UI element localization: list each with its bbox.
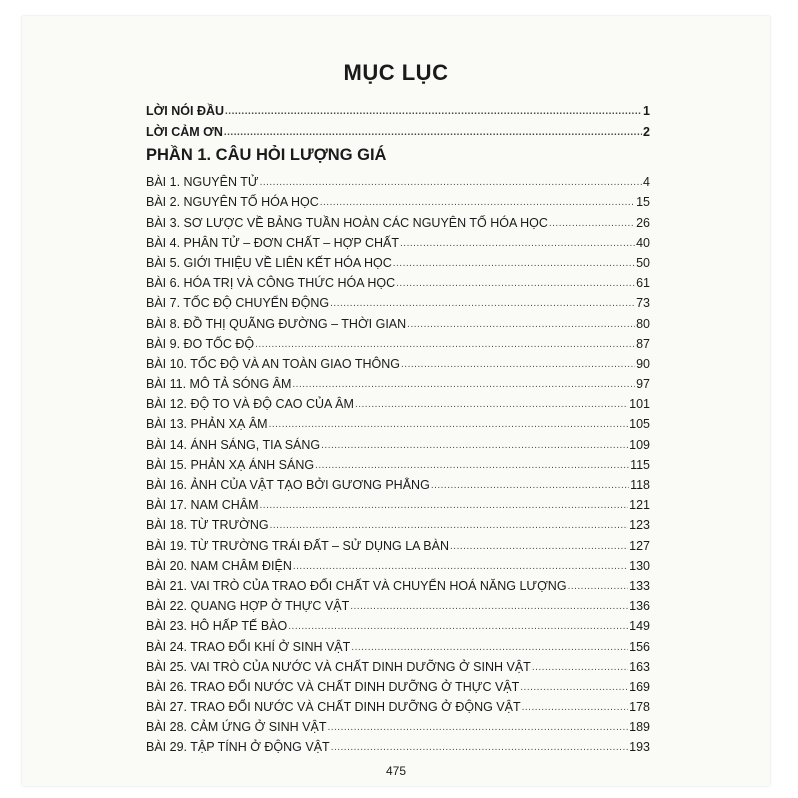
toc-entry (146, 532, 650, 552)
toc-entry (146, 331, 650, 351)
toc-entry (146, 270, 650, 290)
entry-title: BÀI 27. TRAO ĐỔI NƯỚC VÀ CHẤT DINH DƯỠNG Ở ĐỘNG VẬT (146, 700, 521, 715)
toc-entry (146, 391, 650, 411)
entry-title: LỜI NÓI ĐẦU (146, 103, 225, 118)
entry-page-number: 115 (630, 457, 650, 472)
dot-leader (522, 702, 629, 714)
entry-page-number: 87 (636, 336, 650, 351)
toc-entry (146, 452, 650, 472)
entry-page-number: 130 (629, 558, 650, 573)
dot-leader (568, 581, 629, 593)
dot-leader (292, 379, 635, 391)
toc-entry (146, 189, 650, 209)
entry-title: BÀI 16. ẢNH CỦA VẬT TẠO BỞI GƯƠNG PHẲNG (146, 478, 430, 492)
entry-title: BÀI 7. TỐC ĐỘ CHUYỂN ĐỘNG (146, 296, 330, 311)
entry-page-number: 127 (629, 538, 650, 553)
dot-leader (321, 440, 628, 452)
entry-page-number: 90 (636, 356, 650, 371)
entry-page-number: 73 (636, 296, 650, 311)
toc-entry (146, 512, 650, 532)
entry-page-number: 105 (629, 417, 650, 432)
entry-page-number: 2 (643, 125, 650, 139)
toc-entry (146, 694, 650, 714)
entry-title: BÀI 5. GIỚI THIỆU VỀ LIÊN KẾT HÓA HỌC (146, 255, 392, 270)
dot-leader (225, 106, 642, 118)
front-matter-item (146, 118, 650, 140)
dot-leader (396, 278, 635, 290)
toc-entry (146, 351, 650, 371)
dot-leader (255, 339, 635, 351)
dot-leader (401, 359, 635, 371)
entry-title: BÀI 24. TRAO ĐỔI KHÍ Ở SINH VẬT (146, 639, 351, 654)
entry-title: BÀI 12. ĐỘ TO VÀ ĐỘ CAO CỦA ÂM (146, 397, 354, 412)
entry-title: BÀI 1. NGUYÊN TỬ (146, 175, 259, 190)
front-matter-item (146, 96, 650, 118)
entry-page-number: 156 (629, 639, 650, 654)
dot-leader (270, 520, 629, 532)
entry-page-number: 61 (636, 276, 650, 291)
entry-page-number: 123 (629, 518, 650, 533)
dot-leader (260, 500, 629, 512)
dot-leader (330, 298, 635, 310)
entry-page-number: 121 (629, 498, 650, 513)
entry-page-number: 169 (629, 679, 650, 694)
front-matter-list (146, 96, 650, 139)
entry-title: BÀI 2. NGUYÊN TỐ HÓA HỌC (146, 195, 319, 210)
entry-title: BÀI 3. SƠ LƯỢC VỀ BẢNG TUẦN HOÀN CÁC NGUYÊN TỐ HÓA HỌC (146, 215, 548, 230)
entry-title: BÀI 18. TỪ TRƯỜNG (146, 518, 269, 533)
entry-page-number: 1 (643, 103, 650, 118)
toc-entry (146, 371, 650, 391)
entry-page-number: 26 (636, 215, 650, 230)
lesson-list (146, 169, 650, 754)
toc-entry (146, 472, 650, 492)
entry-page-number: 149 (629, 619, 650, 634)
entry-page-number: 101 (629, 397, 650, 412)
entry-title: BÀI 10. TỐC ĐỘ VÀ AN TOÀN GIAO THÔNG (146, 356, 401, 371)
dot-leader (327, 722, 628, 734)
dot-leader (549, 218, 635, 230)
dot-leader (407, 319, 635, 331)
entry-title: BÀI 8. ĐỒ THỊ QUÃNG ĐƯỜNG – THỜI GIAN (146, 316, 407, 331)
toc-entry (146, 411, 650, 431)
toc-entry (146, 714, 650, 734)
entry-title: BÀI 4. PHÂN TỬ – ĐƠN CHẤT – HỢP CHẤT (146, 235, 400, 250)
toc-entry (146, 593, 650, 613)
dot-leader (288, 621, 628, 633)
entry-title: BÀI 6. HÓA TRỊ VÀ CÔNG THỨC HÓA HỌC (146, 276, 396, 291)
dot-leader (320, 197, 635, 209)
entry-title: BÀI 20. NAM CHÂM ĐIỆN (146, 558, 292, 573)
entry-title: BÀI 25. VAI TRÒ CỦA NƯỚC VÀ CHẤT DINH DƯỠNG Ở SINH VẬT (146, 659, 531, 674)
entry-page-number: 97 (636, 377, 650, 392)
entry-title: BÀI 19. TỪ TRƯỜNG TRÁI ĐẤT – SỬ DỤNG LA BÀN (146, 538, 450, 553)
toc-entry (146, 674, 650, 694)
dot-leader (532, 662, 628, 674)
toc-entry (146, 553, 650, 573)
entry-page-number: 133 (629, 578, 650, 593)
page-title: MỤC LỤC (343, 60, 449, 85)
toc-entry (146, 573, 650, 593)
toc-entry (146, 633, 650, 653)
toc-entry (146, 290, 650, 310)
entry-title: BÀI 11. MÔ TẢ SÓNG ÂM (146, 377, 292, 392)
document-page (22, 16, 770, 786)
dot-leader (450, 541, 628, 553)
entry-title: LỜI CẢM ƠN (146, 125, 223, 139)
toc-entry (146, 230, 650, 250)
toc-entry (146, 169, 650, 189)
entry-title: BÀI 17. NAM CHÂM (146, 498, 259, 513)
toc-entry (146, 250, 650, 270)
entry-title: BÀI 22. QUANG HỢP Ở THỰC VẬT (146, 599, 350, 614)
entry-page-number: 118 (630, 478, 650, 492)
entry-title: BÀI 9. ĐO TỐC ĐỘ (146, 336, 255, 351)
entry-title: BÀI 15. PHẢN XẠ ÁNH SÁNG (146, 457, 315, 472)
entry-page-number: 4 (643, 175, 650, 190)
dot-leader (269, 419, 629, 431)
table-of-contents (146, 96, 650, 754)
toc-entry (146, 209, 650, 229)
dot-leader (224, 127, 642, 139)
entry-title: BÀI 29. TẬP TÍNH Ở ĐỘNG VẬT (146, 740, 330, 755)
entry-title: BÀI 14. ÁNH SÁNG, TIA SÁNG (146, 437, 321, 452)
entry-title: BÀI 13. PHẢN XẠ ÂM (146, 417, 268, 432)
entry-page-number: 109 (629, 437, 650, 452)
entry-page-number: 178 (629, 700, 650, 715)
dot-leader (393, 258, 635, 270)
entry-page-number: 136 (629, 599, 650, 614)
entry-page-number: 189 (629, 720, 650, 735)
entry-page-number: 80 (636, 316, 650, 331)
dot-leader (331, 742, 628, 754)
dot-leader (400, 238, 635, 250)
entry-page-number: 40 (636, 235, 650, 250)
toc-entry (146, 613, 650, 633)
entry-title: BÀI 21. VAI TRÒ CỦA TRAO ĐỔI CHẤT VÀ CHUYỂN HOÁ NĂNG LƯỢNG (146, 578, 567, 593)
dot-leader (520, 682, 628, 694)
dot-leader (293, 561, 628, 573)
part-heading: PHẦN 1. CÂU HỎI LƯỢNG GIÁ (146, 145, 387, 164)
dot-leader (431, 480, 629, 492)
entry-page-number: 50 (636, 255, 650, 270)
entry-title: BÀI 23. HÔ HẤP TẾ BÀO (146, 619, 288, 634)
toc-entry (146, 431, 650, 451)
dot-leader (260, 177, 642, 189)
entry-page-number: 163 (629, 659, 650, 674)
entry-page-number: 193 (629, 740, 650, 755)
dot-leader (351, 642, 628, 654)
dot-leader (315, 460, 629, 472)
dot-leader (355, 399, 628, 411)
toc-entry (146, 654, 650, 674)
entry-title: BÀI 26. TRAO ĐỔI NƯỚC VÀ CHẤT DINH DƯỠNG Ở THỰC VẬT (146, 679, 520, 694)
toc-entry (146, 734, 650, 754)
toc-entry (146, 492, 650, 512)
dot-leader (350, 601, 628, 613)
entry-page-number: 15 (636, 195, 650, 210)
page-number: 475 (385, 764, 407, 778)
toc-entry (146, 310, 650, 330)
entry-title: BÀI 28. CẢM ỨNG Ở SINH VẬT (146, 720, 327, 735)
